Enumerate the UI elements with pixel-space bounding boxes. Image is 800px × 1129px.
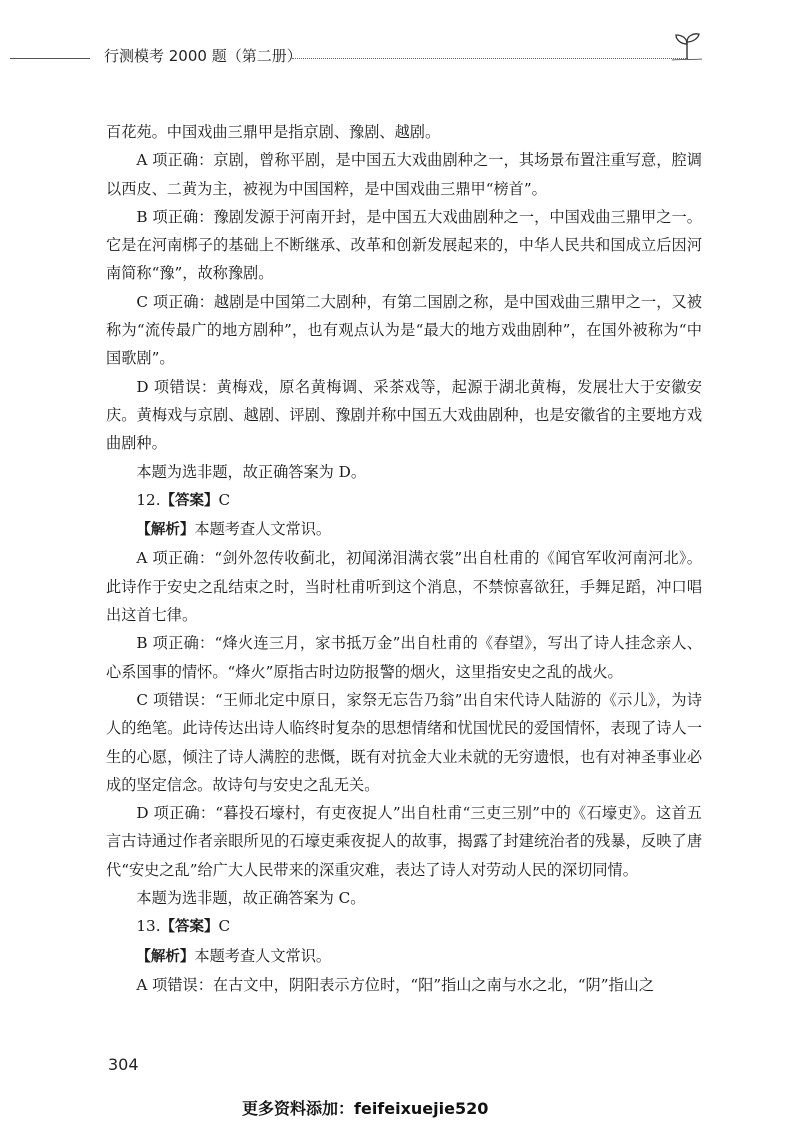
q12-answer-line [106,486,702,515]
paragraph: C 项正确：越剧是中国第二大剧种，有第二国剧之称，是中国戏曲三鼎甲之一，又被称为“流传最广的地方剧种”，也有观点认为是“最大的地方戏曲剧种”，在国外被称为“中国歌剧”。 [106,292,702,368]
q12-analysis-line [106,515,702,544]
paragraph: A 项错误：在古文中，阴阳表示方位时，“阳”指山之南与水之北，“阴”指山之 [136,975,655,994]
header-rule-left [10,58,90,59]
question-number: 12. [136,490,161,509]
question-number: 13. [136,917,161,936]
analysis-label: 【解析】 [136,522,195,539]
analysis-label: 【解析】 [136,948,195,965]
answer-label: 【答案】 [160,919,219,936]
q13-answer-line [106,912,702,941]
paragraph: B 项正确：“烽火连三月，家书抵万金”出自杜甫的《春望》，写出了诗人挂念亲人、心系国事的情怀。“烽火”原指古时边防报警的烟火，这里指安史之乱的战火。 [106,634,702,681]
paragraph: 百花苑。中国戏曲三鼎甲是指京剧、豫剧、越剧。 [106,123,441,141]
header-rule-right [292,58,688,59]
paragraph: D 项正确：“暮投石壕村，有吏夜捉人”出自杜甫“三吏三别”中的《石壕吏》。这首五言古诗通过作者亲眼所见的石壕吏乘夜捉人的故事，揭露了封建统治者的残暴，反映了唐代“安史之乱”给广大人民带来的深重灾难，表达了诗人对劳动人民的深切同情。 [106,804,702,879]
running-header [0,42,720,72]
analysis-text: 本题考查人文常识。 [194,946,332,965]
answer-label: 【答案】 [160,492,219,509]
page-body [106,118,702,999]
paragraph: D 项错误：黄梅戏，原名黄梅调、采茶戏等，起源于湖北黄梅，发展壮大于安徽安庆。黄梅戏与京剧、越剧、评剧、豫剧并称中国五大戏曲剧种，也是安徽省的主要地方戏曲剧种。 [106,377,702,453]
footer-watermark: 更多资料添加：feifeixuejie520 [242,1099,489,1118]
paragraph: 本题为选非题，故正确答案为 C。 [136,889,366,908]
page-number: 304 [108,1055,139,1074]
paragraph: A 项正确：“剑外忽传收蓟北，初闻涕泪满衣裳”出自杜甫的《闻官军收河南河北》。此诗作于安史之乱结束之时，当时杜甫听到这个消息，不禁惊喜欲狂，手舞足蹈，冲口唱出这首七律。 [106,549,702,625]
paragraph: C 项错误：“王师北定中原日，家祭无忘告乃翁”出自宋代诗人陆游的《示儿》，为诗人的绝笔。此诗传达出诗人临终时复杂的思想情绪和忧国忧民的爱国情怀，表现了诗人一生的心愿，倾注了诗人满腔的悲慨，既有对抗金大业未就的无穷遗恨，也有对神圣事业必成的坚定信念。故诗句与安史之乱无关。 [106,690,702,794]
sprout-icon [670,30,704,64]
q13-analysis-line [106,942,702,971]
answer-value: C [218,917,231,936]
book-title: 行测模考 2000 题（第二册） [104,47,302,65]
paragraph: A 项正确：京剧，曾称平剧，是中国五大戏曲剧种之一，其场景布置注重写意，腔调以西皮、二黄为主，被视为中国国粹，是中国戏曲三鼎甲“榜首”。 [106,151,702,198]
answer-value: C [218,490,231,509]
paragraph: B 项正确：豫剧发源于河南开封，是中国五大戏曲剧种之一，中国戏曲三鼎甲之一。它是在河南梆子的基础上不断继承、改革和创新发展起来的，中华人民共和国成立后因河南简称“豫”，故称豫剧。 [106,207,702,283]
analysis-text: 本题考查人文常识。 [194,520,332,539]
paragraph: 本题为选非题，故正确答案为 D。 [136,462,367,481]
